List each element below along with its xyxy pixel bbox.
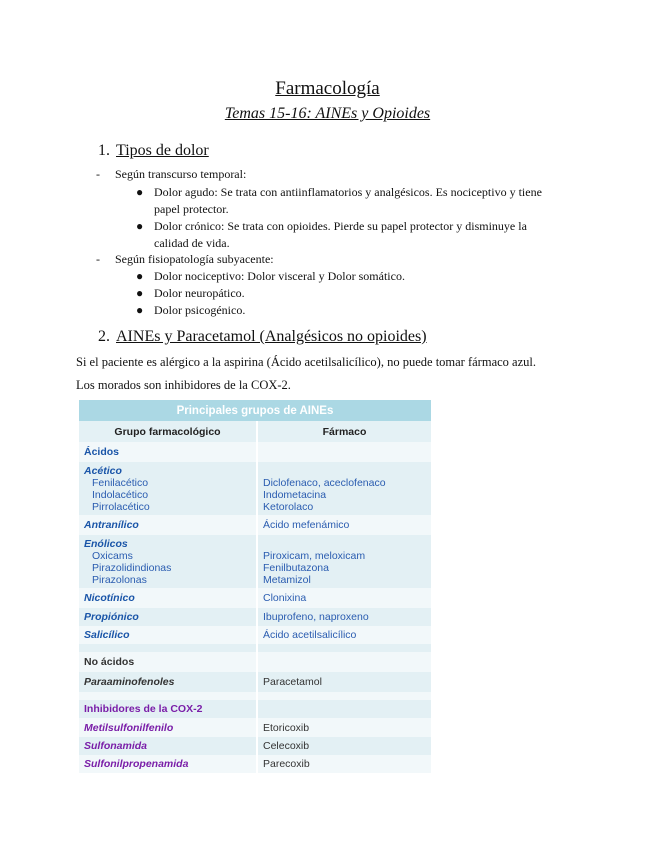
list-text: Dolor nociceptivo: Dolor visceral y Dolor somático. — [154, 269, 405, 283]
aines-table — [79, 400, 431, 773]
drug: Parecoxib — [263, 758, 310, 770]
list-text: papel protector. — [154, 202, 229, 216]
list-text: calidad de vida. — [154, 236, 230, 250]
section-1-heading — [98, 142, 209, 160]
drug: Ácido mefenámico — [263, 519, 350, 531]
row-label: Acético — [84, 465, 122, 477]
paragraph: Si el paciente es alérgico a la aspirina (Ácido acetilsalicílico), no puede tomar fármaco azul. — [76, 355, 536, 369]
row-label: Sulfonilpropenamida — [84, 758, 189, 770]
row-label: Salicílico — [84, 629, 130, 641]
paragraph: Los morados son inhibidores de la COX-2. — [76, 378, 291, 392]
list-text: Dolor psicogénico. — [154, 303, 246, 317]
subgroup: Pirrolacético — [92, 501, 150, 513]
list-item: ● Dolor agudo: Se trata con antiinflamatorios y analgésicos. Es nociceptivo y tiene papel protector. — [136, 185, 542, 216]
list-text: Dolor neuropático. — [154, 286, 245, 300]
drug: Indometacina — [263, 489, 327, 501]
drug: Paracetamol — [263, 676, 322, 688]
row-label: Ácidos — [84, 446, 120, 458]
row-label: Paraaminofenoles — [84, 676, 175, 688]
subgroup: Pirazolidindionas — [92, 562, 172, 574]
column-header-group: Grupo farmacológico — [79, 421, 257, 442]
drug: Clonixina — [263, 592, 307, 604]
list-item: ● Dolor crónico: Se trata con opioides. Pierde su papel protector y disminuye la calidad de vida. — [136, 219, 527, 250]
subgroup: Pirazolonas — [92, 574, 147, 586]
table-row — [79, 672, 431, 692]
section-1-title: Tipos de dolor — [116, 142, 209, 159]
subgroup: Indolacético — [92, 489, 149, 501]
list-item: - Según transcurso temporal: — [96, 167, 247, 181]
drug: Ácido acetilsalicílico — [263, 629, 357, 641]
column-header-drug: Fármaco — [257, 421, 431, 442]
table-spacer — [79, 644, 431, 652]
list-item: - Según fisiopatología subyacente: — [96, 252, 274, 266]
table-row — [79, 588, 431, 608]
table-row — [79, 652, 431, 672]
table-row — [79, 626, 431, 644]
list-text: Dolor agudo: Se trata con antiinflamatorios y analgésicos. Es nociceptivo y tiene — [154, 185, 542, 199]
table-title: Principales grupos de AINEs — [79, 400, 431, 421]
drug: Piroxicam, meloxicam — [263, 550, 366, 562]
drug: Fenilbutazona — [263, 562, 329, 574]
list-item: ● Dolor psicogénico. — [136, 303, 246, 317]
drug: Etoricoxib — [263, 721, 310, 734]
table-row — [79, 442, 431, 462]
table-row — [79, 755, 431, 773]
table-spacer — [79, 692, 431, 700]
subgroup: Oxicams — [92, 550, 133, 562]
drug: Diclofenaco, aceclofenaco — [263, 477, 386, 489]
table-row — [79, 462, 431, 515]
list-item: ● Dolor neuropático. — [136, 286, 245, 300]
section-1-number: 1. — [98, 142, 110, 159]
row-label: Metilsulfonilfenilo — [84, 721, 174, 734]
document-subtitle: Temas 15-16: AINEs y Opioides — [224, 105, 431, 122]
table-row — [79, 608, 431, 626]
row-label: Enólicos — [84, 538, 128, 550]
list-text: Dolor crónico: Se trata con opioides. Pierde su papel protector y disminuye la — [154, 219, 527, 233]
row-label: No ácidos — [84, 656, 135, 668]
list-item: ● Dolor nociceptivo: Dolor visceral y Dolor somático. — [136, 269, 405, 283]
section-2-heading — [98, 328, 427, 346]
table-row — [79, 718, 431, 737]
table-row — [79, 737, 431, 755]
row-label: Antranílico — [84, 519, 139, 531]
drug: Metamizol — [263, 574, 311, 586]
section-2-number: 2. — [98, 328, 110, 345]
group-label: Según transcurso temporal: — [115, 167, 247, 181]
drug: Ketorolaco — [263, 501, 314, 513]
document-title: Farmacología — [275, 78, 380, 99]
group-label: Según fisiopatología subyacente: — [115, 252, 274, 266]
row-label: Inhibidores de la COX-2 — [84, 703, 203, 715]
drug: Ibuprofeno, naproxeno — [263, 611, 369, 623]
subgroup: Fenilacético — [92, 477, 149, 489]
row-label: Propiónico — [84, 611, 139, 623]
section-2-title: AINEs y Paracetamol (Analgésicos no opioides) — [116, 328, 427, 345]
drug: Celecoxib — [263, 740, 310, 752]
table-row — [79, 535, 431, 588]
table-row — [79, 515, 431, 535]
table-row — [79, 700, 431, 718]
row-label: Nicotínico — [84, 592, 135, 604]
row-label: Sulfonamida — [84, 740, 148, 752]
